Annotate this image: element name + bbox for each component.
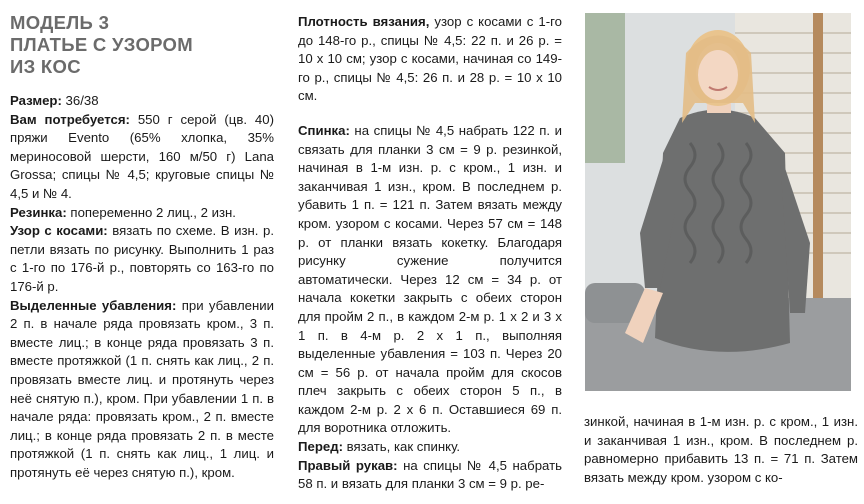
column-right-continuation <box>584 413 858 487</box>
decreases-text: при убавлении 2 п. в начале ряда провязать кром., 3 п. вместе лиц.; в конце ряда провязать 3 п. вместе протяжкой (1 п. снять как лиц., 2 п. провязать вместе лиц. и протянуть через неё снятую п.), кром. При убавлении 1 п. в начале ряда: провязать кром., 2 п. вместе лиц.; в конце ряда провязать 2 п. в месте протяжкой (1 п. снять как лиц., 1 лиц. и протянуть её через снятую п.), кром. <box>10 297 274 480</box>
front-paragraph <box>298 438 562 457</box>
continuation-paragraph: зинкой, начиная в 1-м изн. р. с кром., 1 изн. и заканчивая 1 изн., кром. В последнем р. равномерно прибавить 13 п. = 71 п. Затем вязать между кром. узором с ко- <box>584 414 858 485</box>
gauge-paragraph <box>298 13 562 106</box>
ribbing-text: попеременно 2 лиц., 2 изн. <box>66 204 236 220</box>
cables-paragraph <box>10 222 274 296</box>
back-label: Спинка: <box>298 122 350 138</box>
front-text: вязать, как спинку. <box>342 439 461 455</box>
materials-paragraph <box>10 111 274 204</box>
sleeve-label: Правый рукав: <box>298 457 398 473</box>
title-line: ИЗ КОС <box>10 56 81 77</box>
cables-label: Узор с косами: <box>10 223 108 239</box>
gauge-text: узор с косами с 1-го до 148-го р., спицы № 4,5: 22 п. и 26 р. = 10 х 10 см; узор с косами, начиная со 149-го р., спицы № 4,5: 26 п. и 28 р. = 10 х 10 см. <box>298 14 562 104</box>
sleeve-paragraph <box>298 457 562 494</box>
gauge-label: Плотность вязания, <box>298 14 430 29</box>
size-label: Размер: <box>10 93 62 108</box>
ribbing-label: Резинка: <box>10 204 67 220</box>
title-line: ПЛАТЬЕ С УЗОРОМ <box>10 34 193 55</box>
ribbing-paragraph <box>10 204 274 223</box>
sleeve-text: на спицы № 4,5 набрать 58 п. и вязать для планки 3 см = 9 р. ре- <box>298 457 562 492</box>
column-left <box>10 0 274 482</box>
page-title <box>10 12 274 78</box>
model-photo <box>585 13 851 391</box>
model-photo-illustration <box>585 13 851 391</box>
column-middle <box>298 0 562 494</box>
materials-label: Вам потребуется: <box>10 111 130 127</box>
back-paragraph <box>298 122 562 438</box>
title-line: МОДЕЛЬ 3 <box>10 12 110 33</box>
front-label: Перед: <box>298 439 343 455</box>
size-text: 36/38 <box>61 93 99 108</box>
decreases-label: Выделенные убавления: <box>10 297 177 313</box>
decreases-paragraph <box>10 297 274 483</box>
back-text: на спицы № 4,5 набрать 122 п. и связать для планки 3 см = 9 р. резинкой, начиная в 1-м изн. р. с кром., 1 изн. и заканчивая 1 изн., кром. В последнем р. убавить 1 п. = 121 п. Затем вязать между кром. узором с косами. Через 57 см = 148 р. от планки вязать кокетку. Благодаря рисунку сужение получится автоматически. Через 12 см = 34 р. от начала кокетки закрыть с обеих сторон для пройм 2 п., в каждом 2-м р. 1 х 2 и 3 х 1 п. в 4-м р. 2 х 1 п., выполняя выделенные убавления = 103 п. Через 20 см = 56 р. от начала пройм для скосов плеч закрыть с обеих сторон 5 п., в каждом 2-м р. 2 х 6 п. Оставшиеся 69 п. для воротника отложить. <box>298 122 562 436</box>
materials-text: 550 г серой (цв. 40) пряжи Evento (65% хлопка, 35% мериносовой шерсти, 160 м/50 г) Lana Grossa; спицы № 4,5; круговые спицы № 4,5 и № 4. <box>10 111 274 201</box>
size-paragraph <box>10 92 274 111</box>
cables-text: вязать по схеме. В изн. р. петли вязать по рисунку. Выполнить 1 раз с 1-го по 176-й р., повторять со 163-го по 176-й р. <box>10 223 274 294</box>
